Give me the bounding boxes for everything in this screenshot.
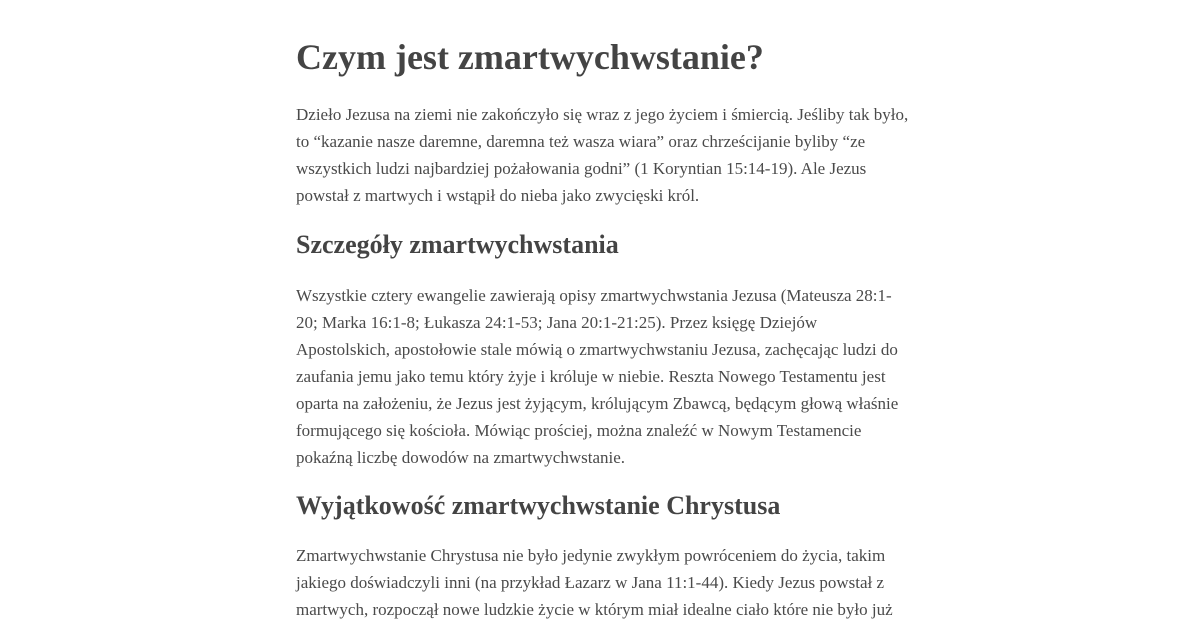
paragraph-line: pokaźną liczbę dowodów na zmartwychwstanie. xyxy=(296,448,626,467)
paragraph-line: Dzieło Jezusa na ziemi nie zakończyło się wraz z jego życiem i śmiercią. Jeśliby tak było, xyxy=(296,105,909,124)
paragraph-line: formującego się kościoła. Mówiąc prościej, można znaleźć w Nowym Testamencie xyxy=(296,421,862,440)
intro-paragraph xyxy=(296,101,921,209)
paragraph-line: to “kazanie nasze daremne, daremna też wasza wiara” oraz chrześcijanie byliby “ze xyxy=(296,132,866,151)
paragraph-line: Apostolskich, apostołowie stale mówią o zmartwychwstaniu Jezusa, zachęcając ludzi do xyxy=(296,340,898,359)
details-paragraph xyxy=(296,282,921,471)
paragraph-line: Zmartwychwstanie Chrystusa nie było jedynie zwykłym powróceniem do życia, takim xyxy=(296,546,886,565)
paragraph-line: oparta na założeniu, że Jezus jest żyjącym, królującym Zbawcą, będącym głową właśnie xyxy=(296,394,899,413)
section-heading-details: Szczegóły zmartwychwstania xyxy=(296,230,619,259)
paragraph-line: 20; Marka 16:1-8; Łukasza 24:1-53; Jana 20:1-21:25). Przez księgę Dziejów xyxy=(296,313,818,332)
paragraph-line: wszystkich ludzi najbardziej pożałowania godni” (1 Koryntian 15:14-19). Ale Jezus xyxy=(296,159,867,178)
paragraph-line: Wszystkie cztery ewangelie zawierają opisy zmartwychwstania Jezusa (Mateusza 28:1- xyxy=(296,286,892,305)
section-heading-uniqueness: Wyjątkowość zmartwychwstanie Chrystusa xyxy=(296,491,781,520)
paragraph-line: zaufania jemu jako temu który żyje i króluje w niebie. Reszta Nowego Testamentu jest xyxy=(296,367,886,386)
paragraph-line: jakiego doświadczyli inni (na przykład Łazarz w Jana 11:1-44). Kiedy Jezus powstał z xyxy=(296,573,885,592)
page-title: Czym jest zmartwychwstanie? xyxy=(296,37,764,77)
paragraph-line: powstał z martwych i wstąpił do nieba jako zwycięski król. xyxy=(296,186,700,205)
paragraph-line: martwych, rozpoczął nowe ludzkie życie w którym miał idealne ciało które nie było już xyxy=(296,600,893,619)
uniqueness-paragraph xyxy=(296,542,921,623)
